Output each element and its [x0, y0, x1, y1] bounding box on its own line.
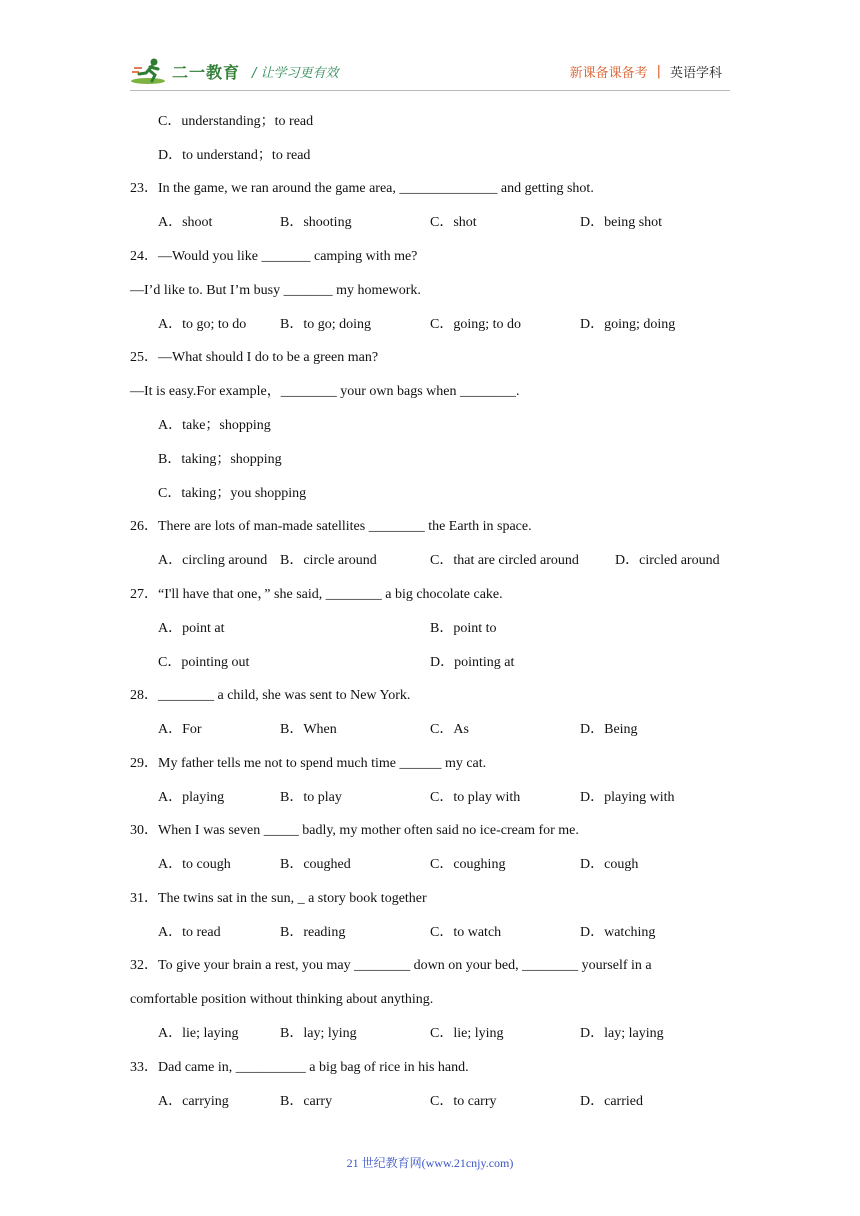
q25-option-b: B．taking；shopping [158, 452, 282, 467]
q29-option-d: D．playing with [580, 790, 675, 805]
q30-option-a: A．to cough [158, 857, 231, 872]
page-header [0, 0, 860, 100]
q31-option-a: A．to read [158, 925, 221, 940]
q23-option-c: C．shot [430, 215, 477, 230]
q27-option-b: B．point to [430, 621, 497, 636]
q28-option-a: A．For [158, 722, 202, 737]
q33-option-c: C．to carry [430, 1094, 497, 1109]
runner-logo-icon [130, 56, 170, 86]
question-32-continued: comfortable position without thinking about anything. [130, 992, 434, 1007]
question-29: 29．My father tells me not to spend much time ______ my cat. [130, 756, 487, 771]
q27-option-a: A．point at [158, 621, 225, 636]
q32-option-c: C．lie; lying [430, 1026, 504, 1041]
q31-option-d: D．watching [580, 925, 656, 940]
q32-option-a: A．lie; laying [158, 1026, 239, 1041]
question-24-reply: —I’d like to. But I’m busy _______ my homework. [130, 283, 421, 298]
question-23: 23．In the game, we ran around the game area, ______________ and getting shot. [130, 181, 594, 196]
header-divider: | [656, 64, 661, 79]
q30-option-b: B．coughed [280, 857, 351, 872]
slogan: / 让学习更有效 [252, 66, 339, 81]
q27-option-c: C．pointing out [158, 655, 250, 670]
q33-option-d: D．carried [580, 1094, 643, 1109]
question-25: 25．—What should I do to be a green man? [130, 350, 379, 365]
q30-option-d: D．cough [580, 857, 639, 872]
q24-option-c: C．going; to do [430, 317, 522, 332]
q29-option-a: A．playing [158, 790, 225, 805]
header-right-label: 新课备课备考 [569, 66, 648, 81]
q26-option-d: D．circled around [615, 553, 720, 568]
question-25-reply: —It is easy.For example，________ your own bags when ________. [130, 384, 520, 399]
q27-option-d: D．pointing at [430, 655, 515, 670]
brand-logo [130, 56, 240, 86]
q30-option-c: C．coughing [430, 857, 506, 872]
q29-option-c: C．to play with [430, 790, 521, 805]
q31-option-c: C．to watch [430, 925, 502, 940]
question-27: 27．“I'll have that one，” she said, ________ a big chocolate cake. [130, 587, 503, 602]
question-31: 31．The twins sat in the sun, _ a story book together [130, 891, 427, 906]
q23-option-d: D．being shot [580, 215, 663, 230]
q23-option-b: B．shooting [280, 215, 352, 230]
question-33: 33．Dad came in, __________ a big bag of rice in his hand. [130, 1060, 469, 1075]
header-rule [130, 90, 730, 91]
q26-option-c: C．that are circled around [430, 553, 579, 568]
q29-option-b: B．to play [280, 790, 342, 805]
q32-option-b: B．lay; lying [280, 1026, 357, 1041]
q33-option-a: A．carrying [158, 1094, 229, 1109]
q24-option-d: D．going; doing [580, 317, 676, 332]
q28-option-c: C．As [430, 722, 469, 737]
question-30: 30．When I was seven _____ badly, my mother often said no ice-cream for me. [130, 823, 579, 838]
q22-option-c: C．understanding；to read [158, 114, 314, 129]
q25-option-c: C．taking；you shopping [158, 486, 307, 501]
q23-option-a: A．shoot [158, 215, 213, 230]
q24-option-b: B．to go; doing [280, 317, 372, 332]
question-24: 24．—Would you like _______ camping with me? [130, 249, 418, 264]
q33-option-b: B．carry [280, 1094, 333, 1109]
header-right [570, 62, 722, 81]
question-28: 28．________ a child, she was sent to New York. [130, 688, 411, 703]
q26-option-b: B．circle around [280, 553, 377, 568]
q26-option-a: A．circling around [158, 553, 268, 568]
question-32: 32．To give your brain a rest, you may ________ down on your bed, ________ yourself in a [130, 958, 652, 973]
q32-option-d: D．lay; laying [580, 1026, 664, 1041]
footer-link[interactable]: 21 世纪教育网(www.21cnjy.com) [346, 1156, 514, 1170]
q22-option-d: D．to understand；to read [158, 148, 311, 163]
q28-option-b: B．When [280, 722, 337, 737]
q28-option-d: D．Being [580, 722, 638, 737]
subject-label: 英语学科 [669, 66, 722, 81]
q24-option-a: A．to go; to do [158, 317, 247, 332]
q25-option-a: A．take；shopping [158, 418, 271, 433]
question-26: 26．There are lots of man-made satellites ________ the Earth in space. [130, 519, 532, 534]
q31-option-b: B．reading [280, 925, 346, 940]
logo-text: 二一教育 [172, 62, 241, 82]
